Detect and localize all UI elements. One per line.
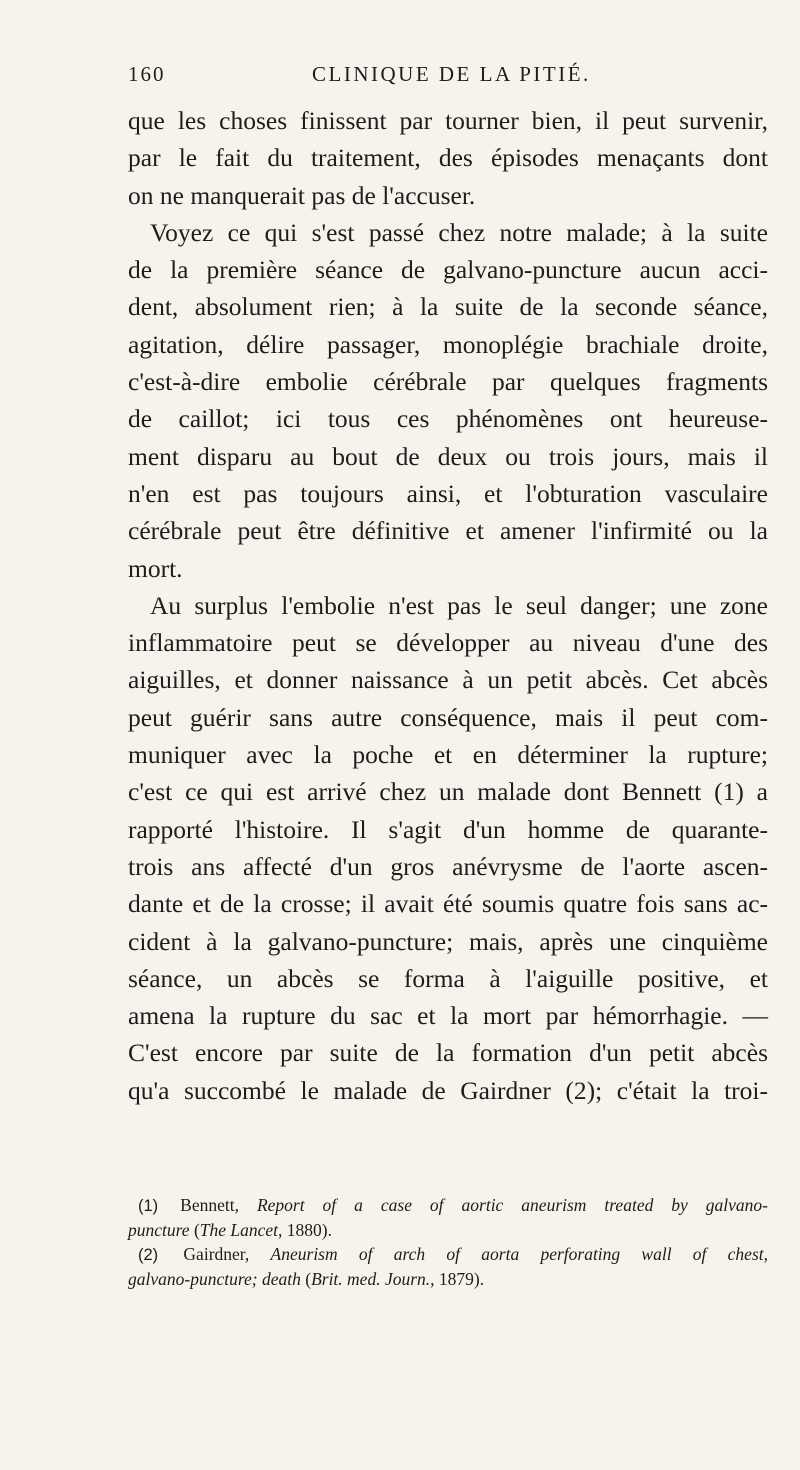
body-text: [128, 102, 768, 1109]
footnote-title: Report of a case of aortic aneurism treated by galvano-: [256, 1195, 769, 1215]
text-line: que les choses finissent par tourner bien, il peut survenir,: [128, 106, 768, 135]
text-line: ment disparu au bout de deux ou trois jours, mais il: [128, 441, 768, 471]
text-line: peut guérir sans autre conséquence, mais il peut com-: [128, 702, 768, 732]
text-line: c'est ce qui est arrivé chez un malade dont Bennett (1) a: [128, 777, 768, 807]
text-line: qu'a succombé le malade de Gairdner (2); c'était la troi-: [128, 1075, 768, 1105]
text-line: c'est-à-dire embolie cérébrale par quelques fragments: [128, 367, 768, 397]
footnote-paren: (: [305, 1268, 312, 1289]
text-line: muniquer avec la poche et en déterminer la rupture;: [128, 740, 768, 770]
footnote-2-cont: [128, 1267, 768, 1292]
footnote-journal: Brit. med. Journ.,: [311, 1268, 435, 1289]
text-line: Au surplus l'embolie n'est pas le seul danger; une zone: [150, 590, 768, 620]
text-line: dante et de la crosse; il avait été soumis quatre fois sans ac-: [128, 889, 768, 919]
footnote-author: Gairdner,: [183, 1244, 250, 1264]
footnote-1: [128, 1193, 768, 1218]
text-line: aiguilles, et donner naissance à un petit abcès. Cet abcès: [128, 665, 768, 695]
text-line: agitation, délire passager, monoplégie brachiale droite,: [128, 329, 768, 359]
text-line: cérébrale peut être définitive et amener l'infirmité ou la: [128, 516, 768, 546]
text-line: séance, un abcès se forma à l'aiguille positive, et: [128, 963, 768, 993]
footnote-year: 1879).: [438, 1268, 485, 1289]
text-line: cident à la galvano-puncture; mais, après une cinquième: [128, 926, 768, 956]
footnote-1-cont: [128, 1218, 768, 1243]
page-number: 160: [128, 62, 166, 86]
footnote-year: 1880).: [286, 1219, 332, 1240]
footnote-author: Bennett,: [180, 1195, 239, 1215]
footnote-title-cont: puncture: [128, 1219, 190, 1240]
text-line: de caillot; ici tous ces phénomènes ont heureuse-: [128, 404, 768, 434]
text-line: Voyez ce qui s'est passé chez notre malade; à la suite: [150, 217, 768, 247]
text-line: on ne manquerait pas de l'accuser.: [128, 180, 476, 210]
text-line: C'est encore par suite de la formation d'un petit abcès: [128, 1038, 768, 1068]
text-line: amena la rupture du sac et la mort par hémorrhagie. —: [128, 1001, 768, 1031]
page-header: [128, 62, 768, 92]
footnote-journal: The Lancet,: [199, 1219, 283, 1240]
running-head: CLINIQUE DE LA PITIÉ.: [312, 62, 591, 86]
footnote-number: (2): [138, 1246, 159, 1264]
footnote-title: Aneurism of arch of aorta perforating wall of chest,: [270, 1244, 769, 1264]
text-line: dent, absolument rien; à la suite de la seconde séance,: [128, 292, 768, 322]
footnote-paren: (: [193, 1219, 200, 1240]
text-line: par le fait du traitement, des épisodes menaçants dont: [128, 143, 768, 173]
text-line: trois ans affecté d'un gros anévrysme de l'aorte ascen-: [128, 851, 768, 881]
footnote-title-cont: galvano-puncture; death: [128, 1268, 301, 1289]
text-line: de la première séance de galvano-puncture aucun acci-: [128, 255, 768, 285]
footnote-2: [128, 1242, 768, 1267]
text-line: rapporté l'histoire. Il s'agit d'un homme de quarante-: [128, 814, 768, 844]
text-line: inflammatoire peut se développer au niveau d'une des: [128, 628, 768, 658]
text-line: n'en est pas toujours ainsi, et l'obturation vasculaire: [128, 478, 768, 508]
footnotes: [128, 1193, 768, 1291]
text-line: mort.: [128, 553, 183, 583]
footnote-number: (1): [138, 1197, 159, 1215]
